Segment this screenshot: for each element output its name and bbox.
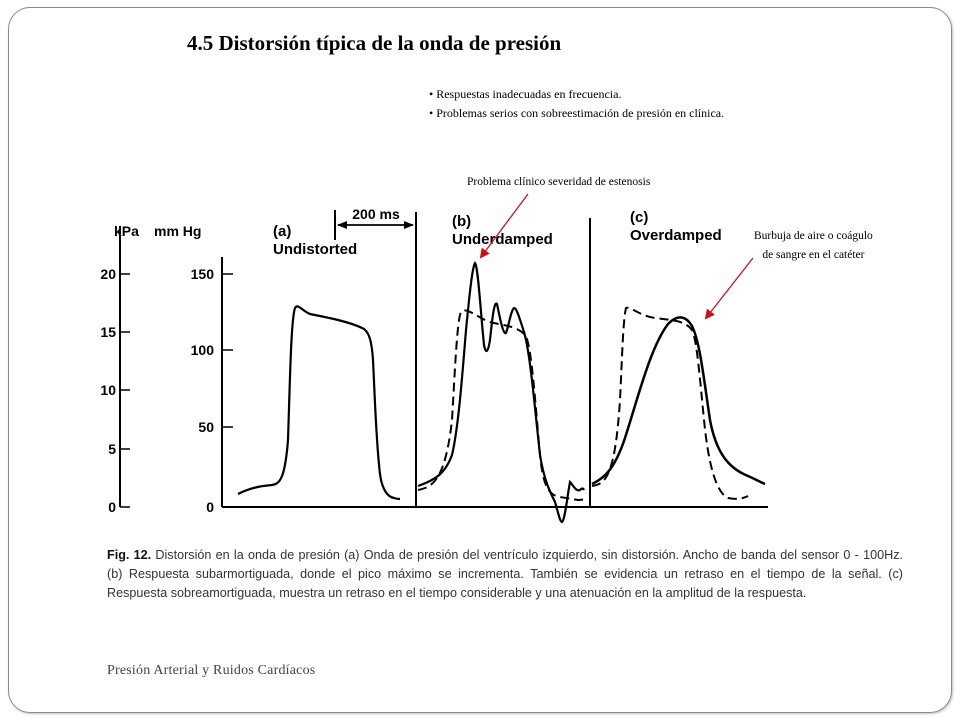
waveform-overdamped [592,317,765,484]
annotation-stenosis: Problema clínico severidad de estenosis [467,176,651,188]
kpa-tick-label: 5 [108,441,116,457]
annotation-bubble-line2: de sangre en el catéter [762,249,865,261]
slide-title: 4.5 Distorsión típica de la onda de presión [187,31,562,55]
mmhg-tick-label: 150 [190,266,214,282]
kpa-tick-label: 10 [100,382,116,398]
mmhg-tick-label: 0 [206,499,214,515]
mmhg-tick-label: 100 [190,342,214,358]
figure-caption-label: Fig. 12. [107,548,152,562]
time-scale-label: 200 ms [352,206,400,222]
kpa-axis-label: kPa [114,223,139,239]
mmhg-ticks [222,274,233,427]
panel-b-name: Underdamped [452,231,553,248]
waveform-overdamped-reference [592,308,748,499]
slide-footer: Presión Arterial y Ruidos Cardíacos [107,663,316,678]
kpa-tick-label: 0 [108,499,116,515]
figure-caption [107,546,903,603]
panel-a-letter: (a) [273,223,292,240]
mmhg-tick-label: 50 [198,419,214,435]
kpa-tick-label: 20 [100,266,116,282]
kpa-ticks [120,274,130,507]
bullet-item: • Respuestas inadecuadas en frecuencia. [429,85,724,104]
bullet-item: • Problemas serios con sobreestimación de presión en clínica. [429,104,724,123]
bubble-arrow [706,258,753,318]
panel-b-letter: (b) [452,213,472,230]
annotation-bubble-line1: Burbuja de aire o coágulo [754,230,873,242]
waveform-underdamped [418,263,584,522]
waveform-undistorted [238,306,400,499]
panel-c-letter: (c) [630,209,649,226]
kpa-tick-label: 15 [100,324,116,340]
figure-caption-text: Distorsión en la onda de presión (a) Onda de presión del ventrículo izquierdo, sin distorsión. Ancho de banda del sensor 0 - 100Hz. (b) Respuesta subarmortiguada, donde el pico máximo se incrementa. También se evidencia un retraso en el tiempo de la señal. (c) Respuesta sobreamortiguada, muestra un retraso en el tiempo considerable y una atenuación en la amplitud de la respuesta. [107,548,904,600]
panel-c-name: Overdamped [630,227,722,244]
panel-a-name: Undistorted [273,241,358,258]
mmhg-axis-label: mm Hg [154,223,202,239]
